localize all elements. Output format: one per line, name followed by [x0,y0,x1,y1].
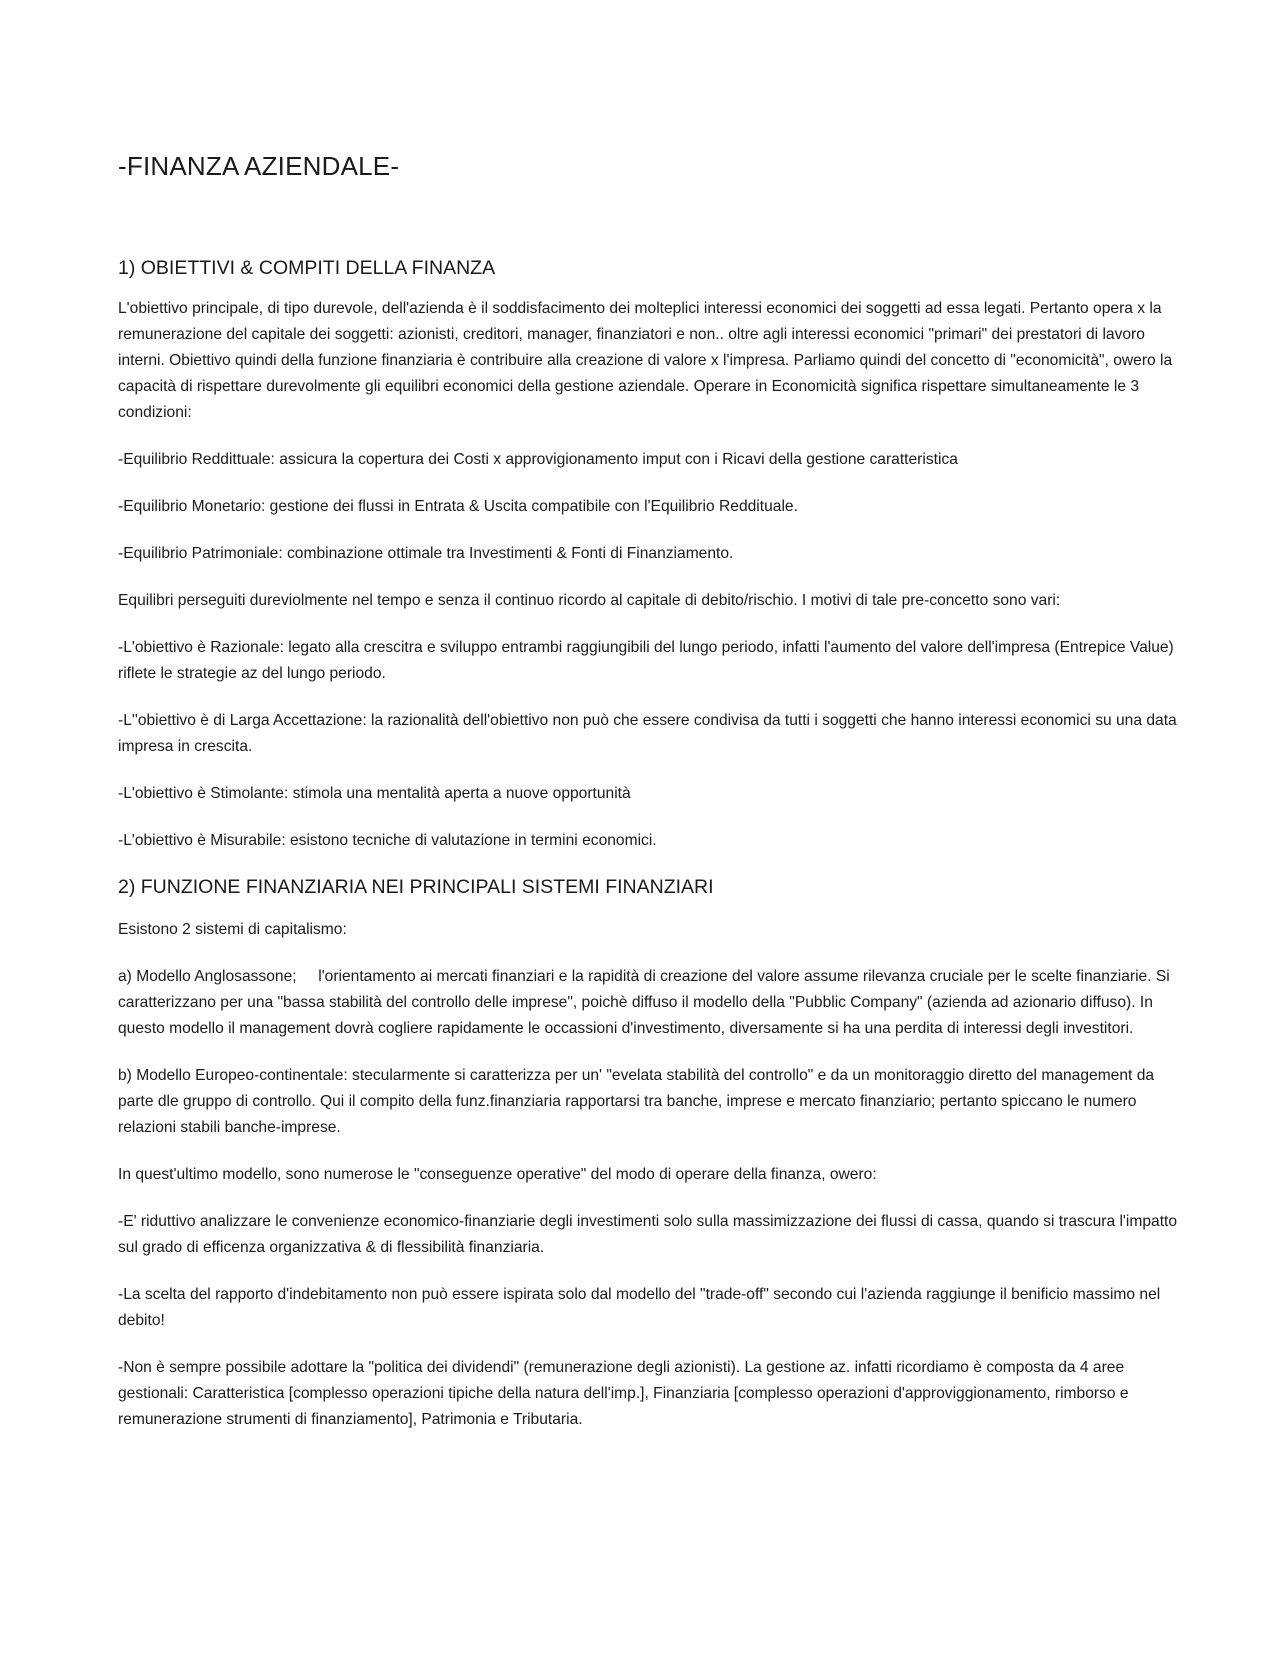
paragraph: -L'obiettivo è Misurabile: esistono tecniche di valutazione in termini economici. [118,832,657,849]
paragraph: -La scelta del rapporto d'indebitamento non può essere ispirata solo dal modello del "trade-off" secondo cui l'azienda raggiunge il benificio massimo nel debito! [118,1286,1165,1329]
section-heading: 1) OBIETTIVI & COMPITI DELLA FINANZA [118,257,496,279]
paragraph: -Equilibrio Patrimoniale: combinazione ottimale tra Investimenti & Fonti di Finanziamento. [118,545,734,562]
paragraph: -Equilibrio Reddittuale: assicura la copertura dei Costi x approvigionamento imput con i Ricavi della gestione caratteristica [118,451,958,468]
section-objectives [118,254,1180,854]
paragraph: -L''obiettivo è di Larga Accettazione: la razionalità dell'obiettivo non può che essere condivisa da tutti i soggetti che hanno interessi economici su una data impresa in crescita. [118,712,1182,755]
paragraph: a) Modello Anglosassone; l'orientamento ai mercati finanziari e la rapidità di creazione del valore assume rilevanza cruciale per le scelte finanziarie. Si caratterizzano per una "bassa stabilità del controllo delle imprese", poichè diffuso il modello della "Pubblic Company" (azienda ad azionario diffuso). In questo modello il management dovrà cogliere rapidamente le occassioni d'investimento, diversamente si ha una perdita di interessi degli investitori. [118,968,1175,1037]
paragraph: b) Modello Europeo-continentale: stecularmente si caratterizza per un' "evelata stabilità del controllo" e da un monitoraggio diretto del management da parte dle gruppo di controllo. Qui il compito della funz.finanziaria rapportarsi tra banche, imprese e mercato finanziario; pertanto spiccano le numero relazioni stabili banche-imprese. [118,1067,1159,1136]
section-financial-function [118,873,1180,1433]
paragraph: -L'obiettivo è Razionale: legato alla crescitra e sviluppo entrambi raggiungibili del lungo periodo, infatti l'aumento del valore dell'impresa (Entrepice Value) riflete le strategie az del lungo periodo. [118,639,1179,682]
section-heading: 2) FUNZIONE FINANZIARIA NEI PRINCIPALI SISTEMI FINANZIARI [118,876,714,898]
paragraph: -Non è sempre possibile adottare la "politica dei dividendi" (remunerazione degli azionisti). La gestione az. infatti ricordiamo è composta da 4 aree gestionali: Caratteristica [complesso operazioni tipiche della natura dell'imp.], Finanziaria [complesso operazioni d'approviggionamento, rimborso e remunerazione strumenti di finanziamento], Patrimonia e Tributaria. [118,1359,1133,1428]
paragraph: L'obiettivo principale, di tipo durevole, dell'azienda è il soddisfacimento dei molteplici interessi economici dei soggetti ad essa legati. Pertanto opera x la remunerazione del capitale dei soggetti: azionisti, creditori, manager, finanziatori e non.. oltre agli interessi economici "primari" dei prestatori di lavoro interni. Obiettivo quindi della funzione finanziaria è contribuire alla creazione di valore x l'impresa. Parliamo quindi del concetto di "economicità", owero la capacità di rispettare durevolmente gli equilibri economici della gestione aziendale. Operare in Economicità significa rispettare simultaneamente le 3 condizioni: [118,300,1177,421]
paragraph: -Equilibrio Monetario: gestione dei flussi in Entrata & Uscita compatibile con l'Equilibrio Reddituale. [118,498,798,515]
paragraph: -L'obiettivo è Stimolante: stimola una mentalità aperta a nuove opportunità [118,785,631,802]
paragraph: Equilibri perseguiti dureviolmente nel tempo e senza il continuo ricordo al capitale di debito/rischio. I motivi di tale pre-concetto sono vari: [118,592,1061,609]
document-title: -FINANZA AZIENDALE- [118,151,400,181]
paragraph: -E' riduttivo analizzare le convenienze economico-finanziarie degli investimenti solo sulla massimizzazione dei flussi di cassa, quando si trascura l'impatto sul grado di efficenza organizzativa & di flessibilità finanziaria. [118,1213,1182,1256]
paragraph: Esistono 2 sistemi di capitalismo: [118,921,347,938]
paragraph: In quest'ultimo modello, sono numerose le "conseguenze operative" del modo di operare della finanza, owero: [118,1166,877,1183]
